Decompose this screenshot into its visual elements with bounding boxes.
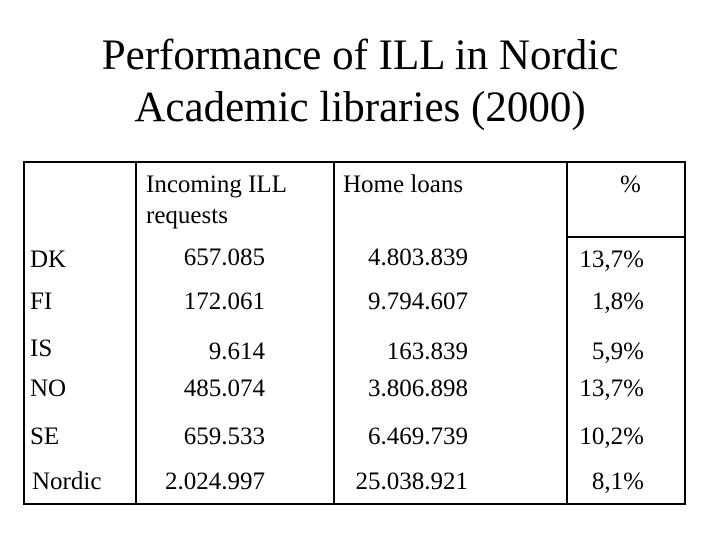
title-line-1: Performance of ILL in Nordic [101, 32, 619, 79]
row-divider-header [566, 236, 686, 238]
row-dk-incoming: 657.085 [183, 244, 265, 271]
table-border-right [684, 161, 686, 505]
table-border-left [23, 161, 25, 505]
row-no-country: NO [30, 375, 67, 402]
row-se-incoming: 659.533 [183, 423, 265, 450]
row-is-home-loans: 163.839 [386, 338, 468, 365]
row-fi-percent: 1,8% [591, 288, 644, 315]
row-se-home-loans: 6.469.739 [368, 423, 468, 450]
row-dk-percent: 13,7% [579, 246, 644, 273]
header-incoming-line-1: Incoming ILL [146, 171, 287, 198]
table-border-bottom [23, 503, 686, 505]
row-se-country: SE [30, 423, 60, 450]
row-dk-home-loans: 4.803.839 [368, 244, 468, 271]
row-no-home-loans: 3.806.898 [368, 375, 468, 402]
column-divider-1 [135, 161, 137, 505]
header-percent: % [620, 171, 641, 198]
row-nordic-country: Nordic [32, 468, 102, 495]
header-home-loans: Home loans [343, 171, 464, 198]
column-divider-2 [333, 161, 335, 505]
row-nordic-percent: 8,1% [591, 468, 644, 495]
row-no-incoming: 485.074 [183, 375, 265, 402]
row-fi-home-loans: 9.794.607 [368, 288, 468, 315]
column-divider-3 [566, 161, 568, 505]
row-dk-country: DK [30, 246, 67, 273]
row-nordic-incoming: 2.024.997 [165, 468, 265, 495]
row-nordic-home-loans: 25.038.921 [355, 468, 468, 495]
row-se-percent: 10,2% [579, 423, 644, 450]
title-line-2: Academic libraries (2000) [134, 84, 586, 131]
row-fi-incoming: 172.061 [183, 288, 265, 315]
row-fi-country: FI [30, 288, 53, 315]
header-incoming-line-2: requests [146, 202, 228, 229]
row-is-incoming: 9.614 [208, 338, 265, 365]
row-no-percent: 13,7% [579, 375, 644, 402]
row-is-country: IS [30, 335, 53, 362]
row-is-percent: 5,9% [591, 338, 644, 365]
table-border-top [23, 161, 686, 163]
